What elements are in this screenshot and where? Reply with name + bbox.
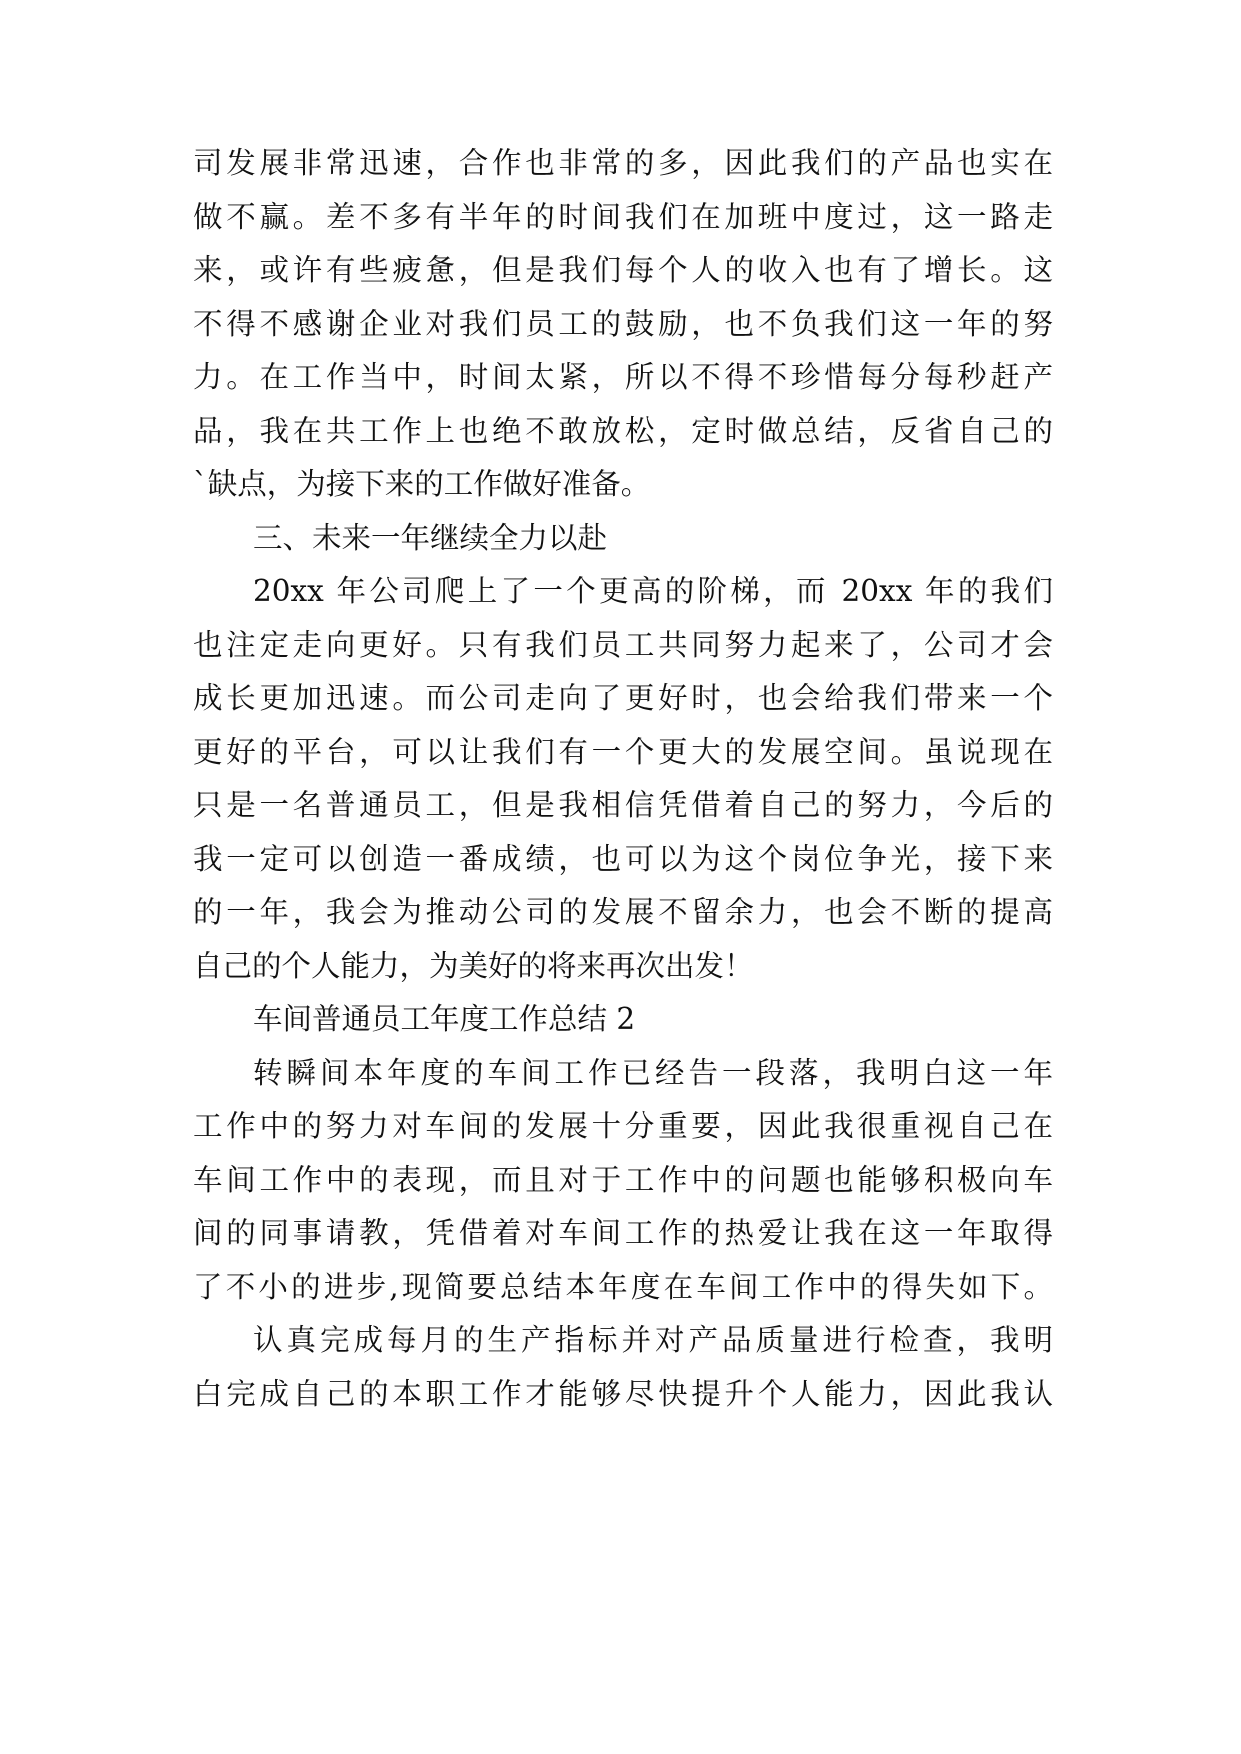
text-line: 品，我在共工作上也绝不敢放松，定时做总结，反省自己的 xyxy=(193,414,1053,448)
paragraph-first-line: 车间普通员工年度工作总结 2 xyxy=(253,1002,636,1036)
text-line: 不得不感谢企业对我们员工的鼓励，也不负我们这一年的努 xyxy=(193,307,1053,341)
text-line: 间的同事请教，凭借着对车间工作的热爱让我在这一年取得 xyxy=(193,1216,1053,1250)
text-line: 也注定走向更好。只有我们员工共同努力起来了，公司才会 xyxy=(193,628,1053,662)
text-line: 来，或许有些疲惫，但是我们每个人的收入也有了增长。这 xyxy=(193,253,1053,287)
text-line: 只是一名普通员工，但是我相信凭借着自己的努力，今后的 xyxy=(193,788,1053,822)
paragraph-first-line: 转瞬间本年度的车间工作已经告一段落，我明白这一年 xyxy=(253,1056,1053,1090)
text-line: 司发展非常迅速，合作也非常的多，因此我们的产品也实在 xyxy=(193,146,1053,180)
text-line: 自己的个人能力，为美好的将来再次出发！ xyxy=(193,949,754,983)
text-line: 更好的平台，可以让我们有一个更大的发展空间。虽说现在 xyxy=(193,735,1053,769)
text-line: 成长更加迅速。而公司走向了更好时，也会给我们带来一个 xyxy=(193,681,1053,715)
text-line: 力。在工作当中，时间太紧，所以不得不珍惜每分每秒赶产 xyxy=(193,360,1053,394)
text-line: 做不赢。差不多有半年的时间我们在加班中度过，这一路走 xyxy=(193,200,1053,234)
paragraph-first-line: 认真完成每月的生产指标并对产品质量进行检查，我明 xyxy=(253,1323,1053,1357)
paragraph-first-line: 20xx 年公司爬上了一个更高的阶梯，而 20xx 年的我们 xyxy=(253,574,1053,608)
paragraph-first-line: 三、未来一年继续全力以赴 xyxy=(253,521,608,555)
text-line: 的一年，我会为推动公司的发展不留余力，也会不断的提高 xyxy=(193,895,1053,929)
text-line: 我一定可以创造一番成绩，也可以为这个岗位争光，接下来 xyxy=(193,842,1053,876)
text-line: 工作中的努力对车间的发展十分重要，因此我很重视自己在 xyxy=(193,1109,1053,1143)
text-line: `缺点，为接下来的工作做好准备。 xyxy=(193,467,651,501)
text-line: 了不小的进步,现简要总结本年度在车间工作中的得失如下。 xyxy=(193,1270,1053,1304)
text-line: 车间工作中的表现，而且对于工作中的问题也能够积极向车 xyxy=(193,1163,1053,1197)
text-line: 白完成自己的本职工作才能够尽快提升个人能力，因此我认 xyxy=(193,1377,1053,1411)
